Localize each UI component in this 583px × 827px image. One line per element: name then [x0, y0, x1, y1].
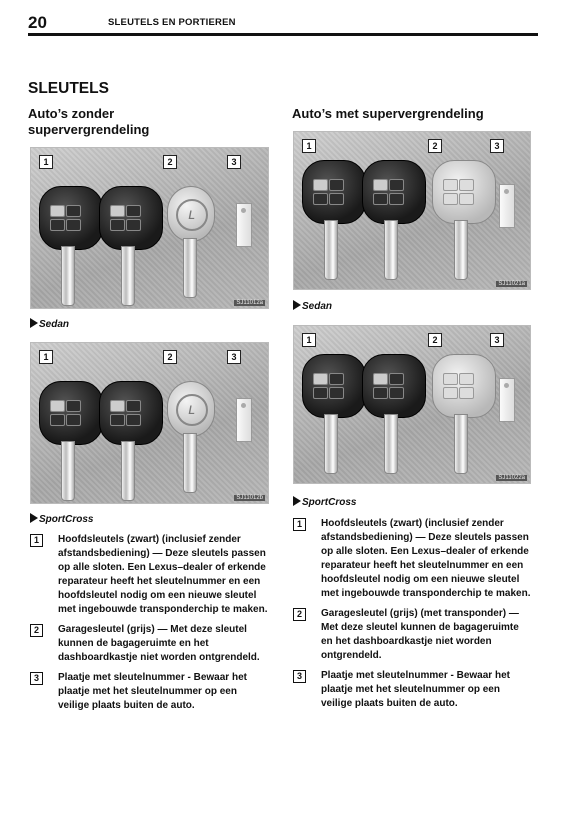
master-key-image [302, 160, 366, 280]
photo-label: 3 [227, 155, 241, 169]
photo-label: 1 [302, 333, 316, 347]
valet-key-image: ʟ [167, 381, 217, 501]
master-key-image [99, 186, 163, 306]
photo-label: 1 [39, 155, 53, 169]
master-key-image [362, 354, 426, 474]
key-photo-right-sedan [293, 131, 531, 290]
master-key-image [362, 160, 426, 280]
list-item: 1 Hoofdsleutels (zwart) (inclusief zender afstandsbediening) — Deze sleutels passen op alle sloten. Een Lexus–dealer of erkende reparateur heeft het sleutelnummer en een hoofdsleutel nodig om een nieuwe sleutel met ingebouwde transponderchip te maken. [30, 533, 270, 617]
master-key-image [302, 354, 366, 474]
valet-key-image: ʟ [167, 186, 217, 306]
master-key-image [99, 381, 163, 501]
item-number-box: 3 [293, 670, 306, 683]
list-item: 2 Garagesleutel (grijs) (met transponder) — Met deze sleutel kunnen de bagageruimte en het dashboardkastje niet worden ontgrendeld. [293, 607, 533, 663]
photo-label: 2 [163, 155, 177, 169]
item-number-box: 1 [293, 518, 306, 531]
triangle-bullet-icon [30, 318, 38, 328]
key-photo-right-sportcross [293, 325, 531, 484]
photo-label: 1 [302, 139, 316, 153]
variant-label: SportCross [30, 513, 93, 525]
triangle-bullet-icon [293, 300, 301, 310]
key-photo-left-sportcross [30, 342, 269, 504]
item-number-box: 2 [293, 608, 306, 621]
master-key-image [39, 186, 103, 306]
variant-label: SportCross [293, 496, 356, 508]
list-item: 3 Plaatje met sleutelnummer - Bewaar het plaatje met het sleutelnummer op een veilige plaats buiten de auto. [293, 669, 533, 711]
photo-label: 3 [227, 350, 241, 364]
figure-code: SJ11021a [498, 281, 525, 287]
key-photo-left-sedan [30, 147, 269, 309]
left-heading: Auto’s zonder supervergrendeling [28, 106, 150, 137]
photo-label: 3 [490, 139, 504, 153]
item-number-box: 3 [30, 672, 43, 685]
triangle-bullet-icon [293, 496, 301, 506]
page-number: 20 [28, 13, 47, 32]
left-item-list [30, 533, 270, 719]
figure-code: SJ11012a [236, 300, 263, 306]
section-title: SLEUTELS [28, 80, 109, 97]
right-item-list [293, 517, 533, 717]
figure-code: SJ11012b [236, 495, 263, 501]
photo-label: 2 [428, 333, 442, 347]
variant-label: Sedan [293, 300, 332, 312]
photo-label: 1 [39, 350, 53, 364]
photo-label: 3 [490, 333, 504, 347]
item-number-box: 1 [30, 534, 43, 547]
key-number-plate-image [499, 378, 515, 422]
right-heading: Auto’s met supervergrendeling [292, 106, 484, 121]
figure-code: SJ11022a [498, 475, 525, 481]
variant-label: Sedan [30, 318, 69, 330]
running-title: SLEUTELS EN PORTIEREN [108, 17, 236, 28]
item-number-box: 2 [30, 624, 43, 637]
key-number-plate-image [499, 184, 515, 228]
valet-key-image [432, 160, 496, 280]
triangle-bullet-icon [30, 513, 38, 523]
key-number-plate-image [236, 398, 252, 442]
key-number-plate-image [236, 203, 252, 247]
photo-label: 2 [428, 139, 442, 153]
list-item: 1 Hoofdsleutels (zwart) (inclusief zender afstandsbediening) — Deze sleutels passen op alle sloten. Een Lexus–dealer of erkende reparateur heeft het sleutelnummer en een hoofdsleutel nodig om een nieuwe sleutel met ingebouwde transponderchip te maken. [293, 517, 533, 601]
master-key-image [39, 381, 103, 501]
list-item: 3 Plaatje met sleutelnummer - Bewaar het plaatje met het sleutelnummer op een veilige plaats buiten de auto. [30, 671, 270, 713]
photo-label: 2 [163, 350, 177, 364]
list-item: 2 Garagesleutel (grijs) — Met deze sleutel kunnen de bagageruimte en het dashboardkastje niet worden ontgrendeld. [30, 623, 270, 665]
valet-key-image [432, 354, 496, 474]
header-rule [28, 33, 538, 36]
